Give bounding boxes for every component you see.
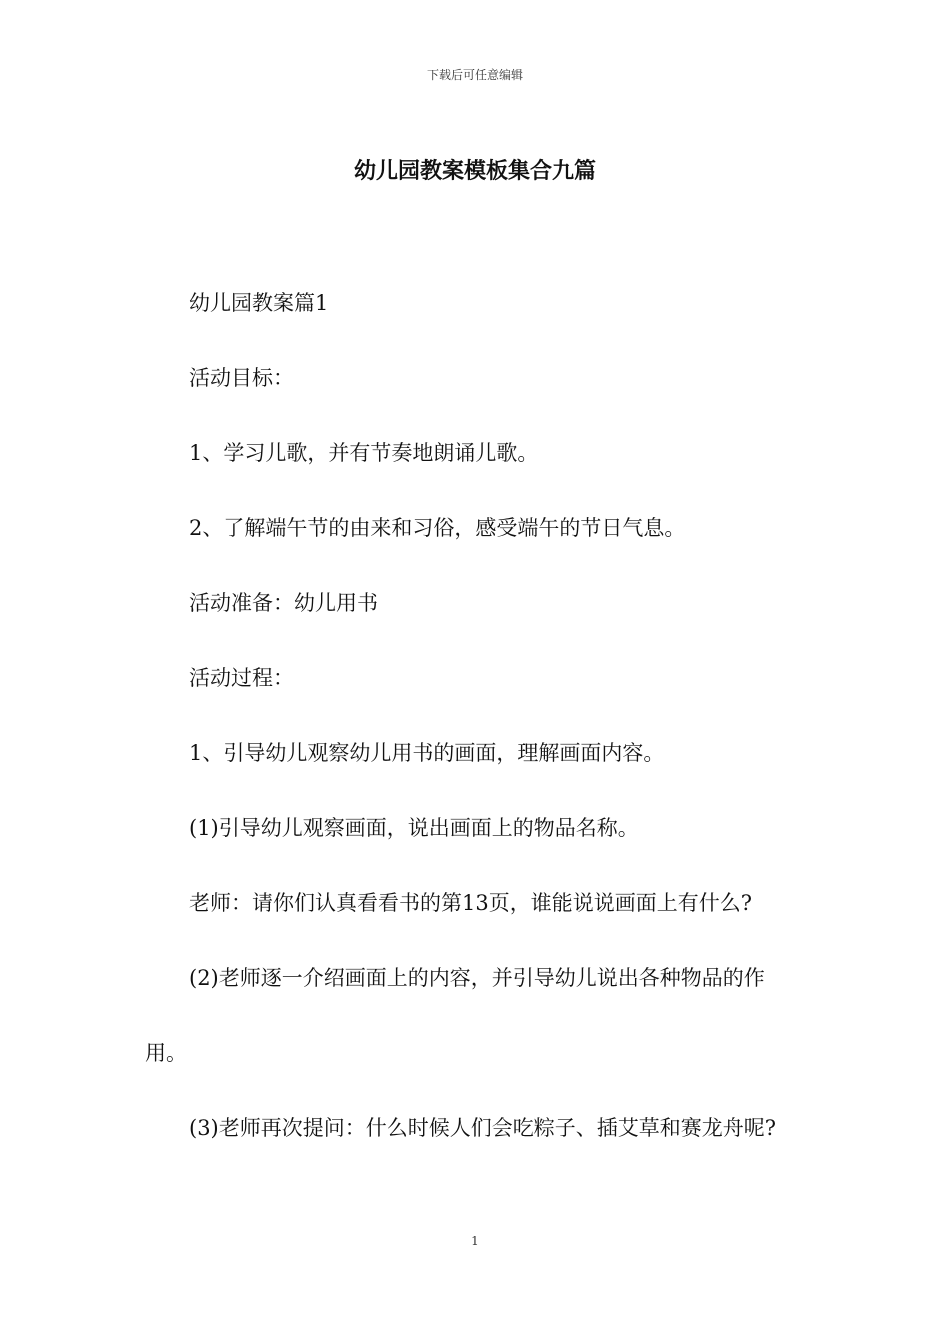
paragraph: 活动目标： (189, 366, 294, 390)
document-body (145, 285, 815, 1185)
paragraph: 老师：请你们认真看看书的第13页，谁能说说画面上有什么? (189, 891, 752, 915)
paragraph-line-continued: 用。 (145, 1041, 187, 1065)
paragraph: 2、了解端午节的由来和习俗，感受端午的节日气息。 (189, 516, 686, 540)
paragraph (145, 960, 815, 1072)
paragraph: 1、引导幼儿观察幼儿用书的画面，理解画面内容。 (189, 741, 665, 765)
header-note: 下载后可任意编辑 (426, 68, 523, 82)
section-heading: 幼儿园教案篇1 (189, 291, 329, 315)
paragraph: 活动过程： (189, 666, 294, 690)
document-title: 幼儿园教案模板集合九篇 (353, 158, 596, 184)
paragraph: (1)引导幼儿观察画面，说出画面上的物品名称。 (189, 816, 639, 840)
paragraph: (3)老师再次提问：什么时候人们会吃粽子、插艾草和赛龙舟呢? (189, 1116, 777, 1140)
paragraph-line: (2)老师逐一介绍画面上的内容，并引导幼儿说出各种物品的作 (189, 966, 765, 990)
paragraph: 活动准备：幼儿用书 (189, 591, 378, 615)
page-number: 1 (471, 1234, 479, 1248)
paragraph: 1、学习儿歌，并有节奏地朗诵儿歌。 (189, 441, 539, 465)
